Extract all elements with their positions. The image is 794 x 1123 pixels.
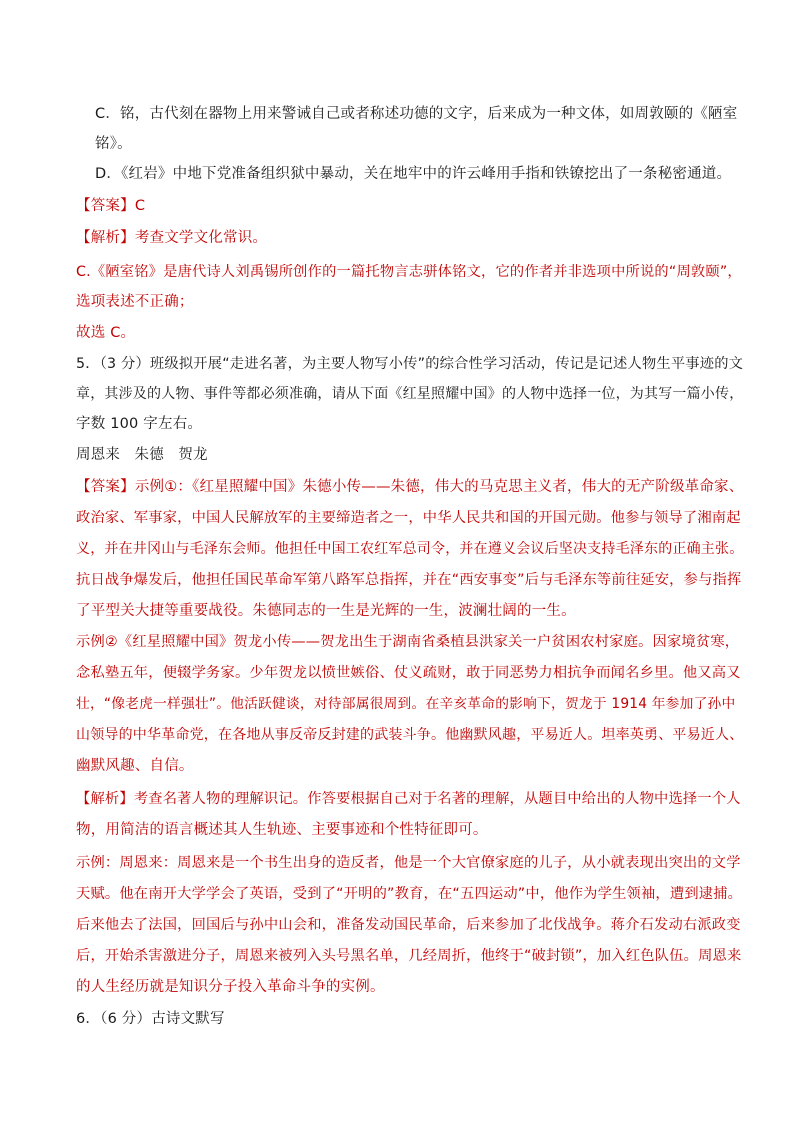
analysis-tag: 【解析】	[76, 230, 135, 246]
q5-example-line-5: 的人生经历就是知识分子投入革命斗争的实例。	[76, 979, 385, 995]
q5-example-line-3: 后来他去了法国，回国后与孙中山会和，准备发动国民革命，后来参加了北伐战争。蒋介石发动右派政变	[76, 917, 741, 933]
q5-example2-line-4: 山领导的中华革命党，在各地从事反帝反封建的武装斗争。他幽默风趣，平易近人。坦率英勇、平易近人、	[76, 727, 744, 743]
option-c-line-1: C．铭，古代刻在器物上用来警诫自己或者称述功德的文字，后来成为一种文体，如周敦颐的《陋室	[95, 106, 738, 122]
analysis-tag: 【解析】	[76, 791, 134, 807]
answer-text: 示例①：《红星照耀中国》朱德小传——朱德，伟大的马克思主义者，伟大的无产阶级革命家、	[134, 479, 744, 495]
q4-answer-line	[76, 196, 145, 216]
analysis-text: 考查名著人物的理解识记。作答要根据自己对于名著的理解，从题目中给出的人物中选择一个人	[133, 791, 741, 807]
q6-stem: 6．（6 分）古诗文默写	[76, 1011, 225, 1027]
option-c-line-2: 铭》。	[95, 136, 132, 152]
q5-answer-line-3: 义，并在井冈山与毛泽东会师。他担任中国工农红军总司令，并在遵义会议后坚决支持毛泽东的正确主张。	[76, 541, 744, 557]
q5-example2-line-2: 念私塾五年，便辍学务家。少年贺龙以愤世嫉俗、仗义疏财，敢于同恶势力相抗争而闻名乡里。他又高又	[76, 665, 741, 681]
q5-analysis-line-1	[76, 789, 741, 809]
q5-analysis-line-2: 物，用简洁的语言概述其人生轨迹、主要事迹和个性特征即可。	[76, 822, 488, 838]
q5-stem-line-3: 字数 100 字左右。	[76, 416, 203, 432]
q5-answer-line-1	[76, 477, 743, 497]
q5-answer-line-4: 抗日战争爆发后，他担任国民革命军第八路军总指挥，并在“西安事变”后与毛泽东等前往延安，参与指挥	[76, 572, 742, 588]
q5-example-line-2: 天赋。他在南开大学学会了英语，受到了“开明的”教育，在“五四运动”中，他作为学生领袖，遭到逮捕。	[76, 886, 743, 902]
q5-answer-line-5: 了平型关大捷等重要战役。朱德同志的一生是光辉的一生，波澜壮阔的一生。	[76, 603, 576, 619]
q5-example2-line-5: 幽默风趣、自信。	[76, 758, 194, 774]
q4-explanation-line-2: 选项表述不正确；	[76, 294, 194, 310]
q4-analysis-line	[76, 228, 267, 248]
option-d-line: D．《红岩》中地下党准备组织狱中暴动，关在地牢中的许云峰用手指和铁镣挖出了一条秘密通道。	[95, 166, 732, 182]
q4-explanation-line-3: 故选 C。	[76, 325, 136, 341]
answer-value: C	[134, 198, 146, 214]
q5-example2-line-3: 壮，“像老虎一样强壮”。他活跃健谈，对待部属很周到。在辛亥革命的影响下，贺龙于 1914 年参加了孙中	[76, 696, 736, 712]
answer-tag: 【答案】	[76, 479, 135, 495]
answer-tag: 【答案】	[76, 198, 135, 214]
analysis-text: 考查文学文化常识。	[134, 230, 268, 246]
q5-stem-line-1: 5．（3 分）班级拟开展“走进名著，为主要人物写小传”的综合性学习活动，传记是记述人物生平事迹的文	[76, 356, 744, 372]
q5-example-line-1: 示例：周恩来：周恩来是一个书生出身的造反者，他是一个大官僚家庭的儿子，从小就表现出突出的文学	[76, 855, 741, 871]
q4-explanation-line-1: C.《陋室铭》是唐代诗人刘禹锡所创作的一篇托物言志骈体铭文，它的作者并非选项中所说的“周敦颐”，	[76, 264, 742, 280]
q5-example2-line-1: 示例②《红星照耀中国》贺龙小传——贺龙出生于湖南省桑植县洪家关一户贫困农村家庭。因家境贫寒，	[76, 634, 740, 650]
q5-stem-line-2: 章，其涉及的人物、事件等都必须准确，请从下面《红星照耀中国》的人物中选择一位，为其写一篇小传，	[76, 386, 744, 402]
q5-example-line-4: 后，开始杀害激进分子，周恩来被列入头号黑名单，几经周折，他终于“破封锁”，加入红色队伍。周恩来	[76, 948, 742, 964]
q5-answer-line-2: 政治家、军事家，中国人民解放军的主要缔造者之一，中华人民共和国的开国元勋。他参与领导了湘南起	[76, 510, 741, 526]
q5-names: 周恩来 朱德 贺龙	[76, 447, 208, 463]
